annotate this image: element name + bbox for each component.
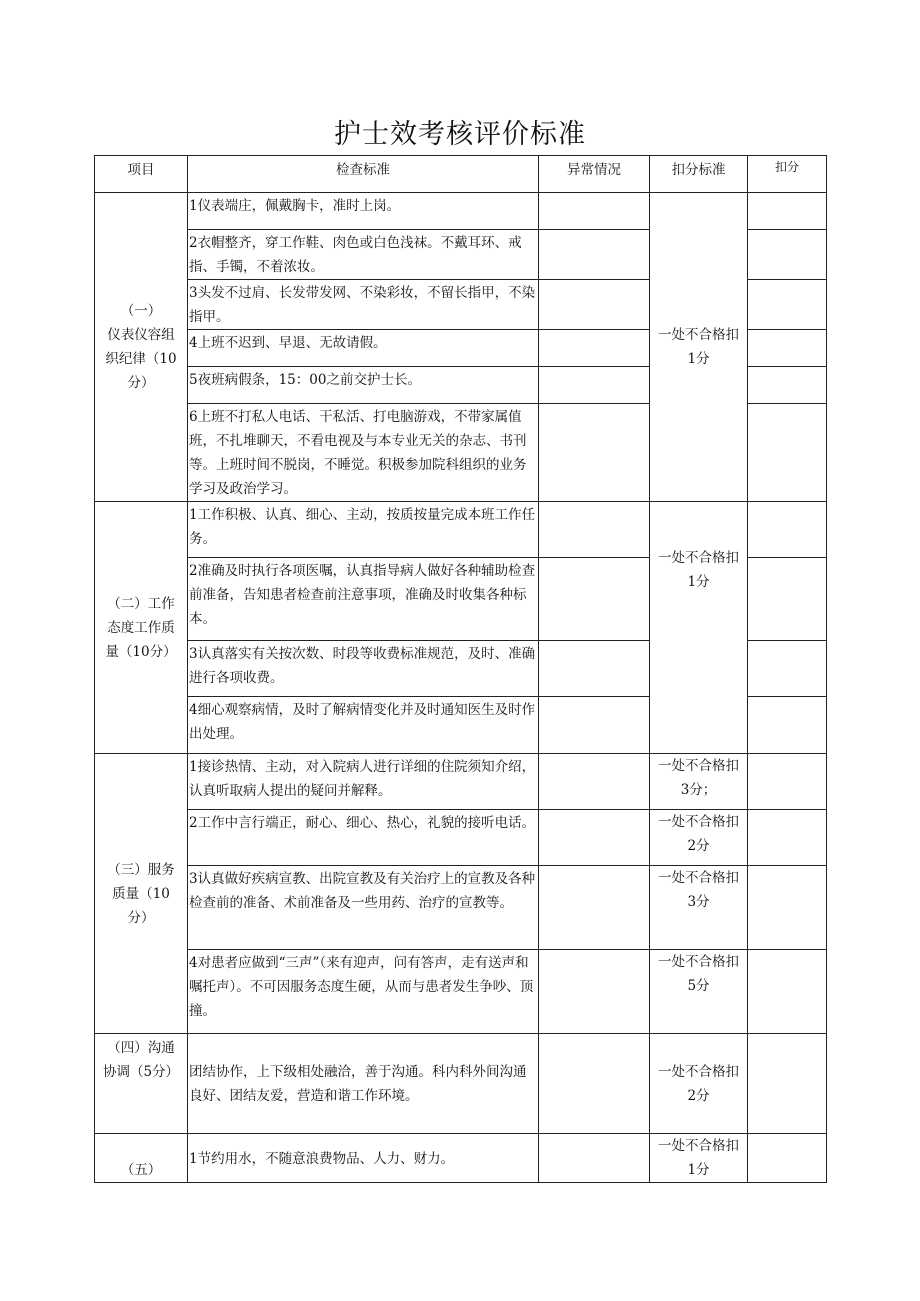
- section-3-name-line: 分）: [127, 909, 155, 926]
- deduct-cell: [748, 502, 827, 558]
- header-deduct-standard: 扣分标准: [650, 156, 748, 193]
- abnormal-cell: [539, 641, 650, 697]
- deduct-cell: [748, 950, 827, 1034]
- criterion-cell: 1仪表端庄，佩戴胸卡，准时上岗。: [188, 193, 539, 230]
- table-row: [95, 1134, 827, 1183]
- section-3-name-line: （三）服务: [107, 861, 175, 878]
- deduct-cell: [748, 866, 827, 950]
- section-3-name-line: 质量（10: [112, 885, 170, 902]
- section-1-name-line: （一）: [120, 303, 162, 319]
- deduction-line: 3分；: [680, 782, 717, 798]
- deduction-line: 一处不合格扣: [658, 327, 739, 343]
- abnormal-cell: [539, 502, 650, 558]
- abnormal-cell: [539, 754, 650, 810]
- table-row: [95, 502, 827, 558]
- page-title: 护士效考核评价标准: [334, 119, 586, 150]
- deduction-cell: [650, 810, 748, 866]
- table-row: [95, 810, 827, 866]
- criterion-cell: 2衣帽整齐，穿工作鞋、肉色或白色浅袜。不戴耳环、戒指、手镯，不着浓妆。: [188, 230, 539, 280]
- section-3-name-text: [107, 858, 175, 930]
- deduct-cell: [748, 404, 827, 502]
- section-1-name-text: [105, 299, 176, 395]
- criterion-cell: 团结协作，上下级相处融洽，善于沟通。科内科外间沟通良好、团结友爱，营造和谐工作环境。: [188, 1034, 539, 1134]
- deduction-line: 1分: [687, 351, 710, 367]
- criterion-cell: 4上班不迟到、早退、无故请假。: [188, 330, 539, 367]
- table-row: [95, 1034, 827, 1134]
- section-1-name-line: 仪表仪容组: [107, 327, 175, 343]
- section-2-name: [95, 502, 188, 754]
- deduct-cell: [748, 367, 827, 404]
- table-row: [95, 950, 827, 1034]
- section-4-name-text: [103, 1036, 179, 1084]
- deduct-cell: [748, 754, 827, 810]
- deduction-line: 一处不合格扣: [658, 758, 739, 774]
- deduct-cell: [748, 330, 827, 367]
- abnormal-cell: [539, 193, 650, 230]
- abnormal-cell: [539, 810, 650, 866]
- section-5-name: [95, 1134, 188, 1183]
- deduction-line: 2分: [687, 1087, 710, 1104]
- abnormal-cell: [539, 330, 650, 367]
- table-row: [95, 866, 827, 950]
- section-4-name-line: 协调（5分）: [102, 1064, 180, 1080]
- criterion-cell: 1接诊热情、主动，对入院病人进行详细的住院须知介绍，认真听取病人提出的疑问并解释。: [188, 754, 539, 810]
- deduction-cell: [650, 950, 748, 1034]
- section-1-name-line: 织纪律（10: [105, 351, 177, 367]
- section-1-deduction: [650, 193, 748, 502]
- deduct-cell: [748, 697, 827, 754]
- abnormal-cell: [539, 404, 650, 502]
- deduction-cell: [650, 866, 748, 950]
- deduction-line: 一处不合格扣: [658, 1063, 739, 1080]
- evaluation-table: [94, 155, 827, 1183]
- abnormal-cell: [539, 697, 650, 754]
- criterion-cell: 5夜班病假条，15：00之前交护士长。: [188, 367, 539, 404]
- criterion-cell: 4细心观察病情，及时了解病情变化并及时通知医生及时作出处理。: [188, 697, 539, 754]
- header-row: [95, 156, 827, 193]
- deduction-line: 5分: [687, 978, 710, 994]
- abnormal-cell: [539, 866, 650, 950]
- table-row: [95, 754, 827, 810]
- criterion-cell: 3头发不过肩、长发带发网、不染彩妆，不留长指甲，不染指甲。: [188, 280, 539, 330]
- deduct-cell: [748, 280, 827, 330]
- header-deduct: 扣分: [748, 156, 827, 193]
- section-4-name-line: （四）沟通: [107, 1040, 175, 1056]
- deduction-cell: [650, 1034, 748, 1134]
- deduct-cell: [748, 1034, 827, 1134]
- deduct-cell: [748, 1134, 827, 1183]
- abnormal-cell: [539, 230, 650, 280]
- section-2-name-text: [105, 592, 176, 664]
- criterion-cell: 3认真做好疾病宣教、出院宣教及有关治疗上的宣教及各种检查前的准备、术前准备及一些用药、治疗的宣教等。: [188, 866, 539, 950]
- deduction-line: 一处不合格扣: [658, 1138, 739, 1154]
- deduction-line: 1分: [687, 1162, 710, 1178]
- criterion-cell: 4对患者应做到“三声”（来有迎声，问有答声，走有送声和嘱托声）。不可因服务态度生硬，从而与患者发生争吵、顶撞。: [188, 950, 539, 1034]
- deduction-cell: [650, 754, 748, 810]
- deduction-line: 2分: [687, 838, 710, 854]
- section-5-name-line: （五）: [120, 1162, 162, 1178]
- section-1-name-line: 分）: [127, 375, 155, 391]
- section-2-name-line: 态度工作质: [107, 619, 175, 636]
- criterion-cell: 6上班不打私人电话、干私活、打电脑游戏，不带家属值班，不扎堆聊天，不看电视及与本专业无关的杂志、书刊等。上班时间不脱岗，不睡觉。积极参加院科组织的业务学习及政治学习。: [188, 404, 539, 502]
- criterion-cell: 2准确及时执行各项医嘱，认真指导病人做好各种辅助检查前准备，告知患者检查前注意事项，准确及时收集各种标本。: [188, 558, 539, 641]
- deduct-cell: [748, 558, 827, 641]
- deduction-line: 1分: [687, 574, 710, 590]
- criterion-cell: 3认真落实有关按次数、时段等收费标准规范，及时、准确进行各项收费。: [188, 641, 539, 697]
- abnormal-cell: [539, 367, 650, 404]
- section-4-name: [95, 1034, 188, 1134]
- section-2-name-line: 量（10分）: [105, 643, 177, 660]
- deduct-cell: [748, 810, 827, 866]
- header-abnormal: 异常情况: [539, 156, 650, 193]
- section-3-name: [95, 754, 188, 1034]
- section-2-name-line: （二）工作: [107, 595, 175, 612]
- header-item: 项目: [95, 156, 188, 193]
- deduction-line: 一处不合格扣: [658, 550, 739, 566]
- deduction-line: 一处不合格扣: [658, 870, 739, 886]
- abnormal-cell: [539, 280, 650, 330]
- deduction-line: 一处不合格扣: [658, 814, 739, 830]
- deduction-cell: [650, 1134, 748, 1183]
- deduct-cell: [748, 193, 827, 230]
- criterion-cell: 1节约用水，不随意浪费物品、人力、财力。: [188, 1134, 539, 1183]
- section-2-deduction: [650, 502, 748, 754]
- deduct-cell: [748, 230, 827, 280]
- deduct-cell: [748, 641, 827, 697]
- deduction-line: 一处不合格扣: [658, 954, 739, 970]
- criterion-cell: 1工作积极、认真、细心、主动，按质按量完成本班工作任务。: [188, 502, 539, 558]
- abnormal-cell: [539, 558, 650, 641]
- header-standard: 检查标准: [188, 156, 539, 193]
- criterion-cell: 2工作中言行端正，耐心、细心、热心，礼貌的接听电话。: [188, 810, 539, 866]
- abnormal-cell: [539, 1134, 650, 1183]
- section-1-name: [95, 193, 188, 502]
- deduction-line: 3分: [687, 894, 710, 910]
- table-row: [95, 193, 827, 230]
- abnormal-cell: [539, 1034, 650, 1134]
- abnormal-cell: [539, 950, 650, 1034]
